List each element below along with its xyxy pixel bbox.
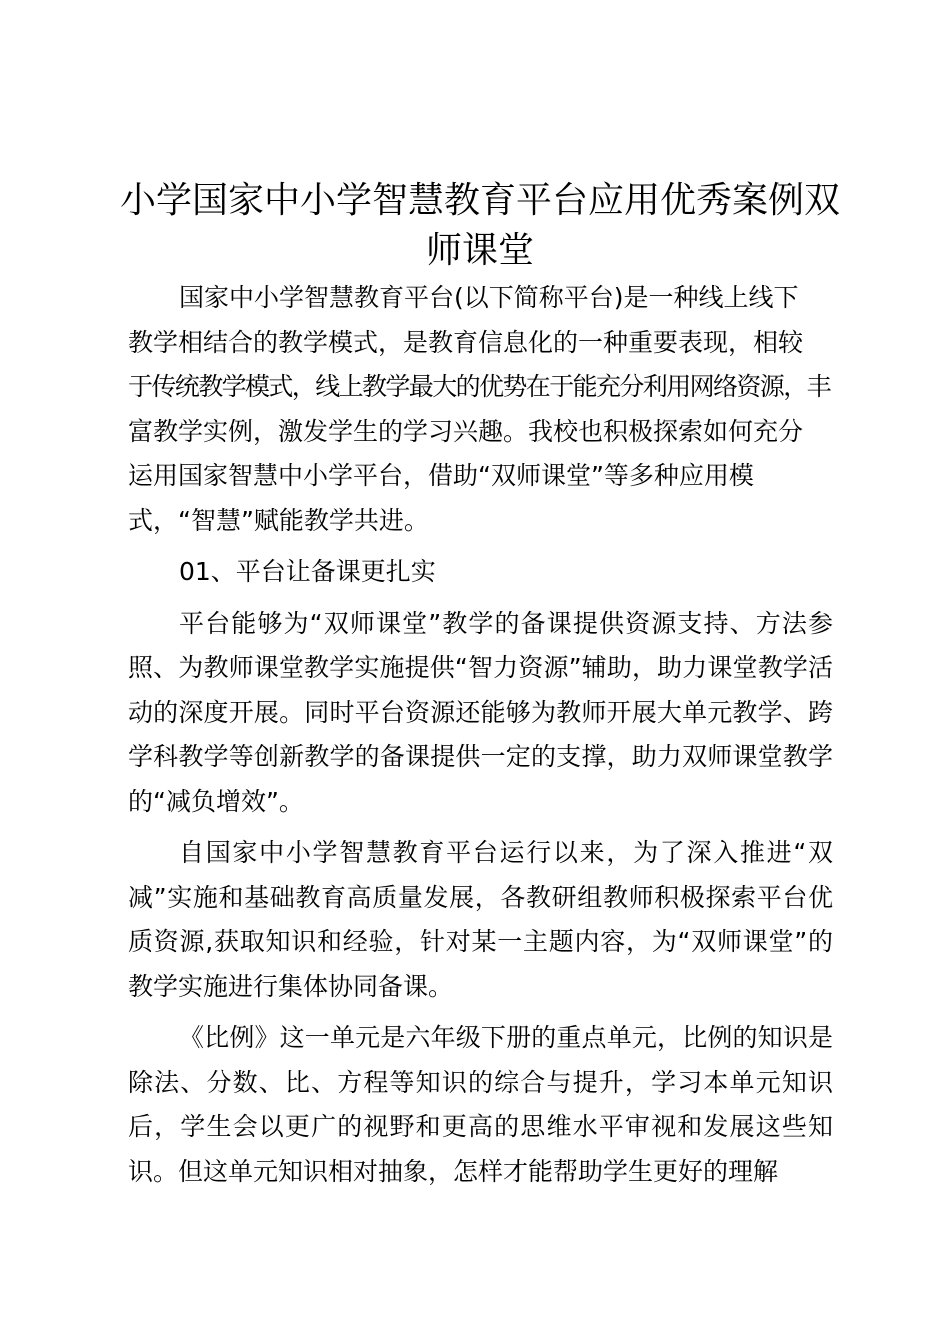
intro-line-1: 国家中小学智慧教育平台(以下简称平台)是一种线上线下 xyxy=(179,283,799,312)
paragraph-preparation-support: 平台能够为“双师课堂”教学的备课提供资源支持、方法参照、为教师课堂教学实施提供“智力资源”辅助，助力课堂教学活动的深度开展。同时平台资源还能够为教师开展大单元教学、跨学科教学等创新教学的备课提供一定的支撑，助力双师课堂教学的“减负增效”。 xyxy=(128,608,833,816)
paragraph-ratio-unit: 《比例》这一单元是六年级下册的重点单元，比例的知识是除法、分数、比、方程等知识的综合与提升，学习本单元知识后，学生会以更广的视野和更高的思维水平审视和发展这些知识。但这单元知识相对抽象，怎样才能帮助学生更好的理解 xyxy=(128,1023,833,1186)
intro-line-3: 于传统教学模式，线上教学最大的优势在于能充分利用网络资源，丰 xyxy=(128,372,831,401)
document-title xyxy=(118,176,842,276)
intro-line-2: 教学相结合的教学模式，是教育信息化的一种重要表现，相较 xyxy=(128,327,804,357)
paragraph-collaborative-preparation: 自国家中小学智慧教育平台运行以来，为了深入推进“双减”实施和基础教育高质量发展，各教研组教师积极探索平台优质资源,获取知识和经验，针对某一主题内容，为“双师课堂”的教学实施进行集体协同备课。 xyxy=(128,838,833,1001)
intro-line-5: 运用国家智慧中小学平台，借助“双师课堂”等多种应用模 xyxy=(128,461,754,490)
intro-line-4: 富教学实例，激发学生的学习兴趣。我校也积极探索如何充分 xyxy=(128,416,804,446)
intro-line-6: 式，“智慧”赋能教学共进。 xyxy=(128,505,429,535)
intro-paragraph xyxy=(128,276,833,543)
document-body xyxy=(128,276,833,1201)
title-line-2: 师课堂 xyxy=(425,230,534,271)
title-line-1: 小学国家中小学智慧教育平台应用优秀案例双 xyxy=(119,180,840,221)
section-heading-01: 01、平台让备课更扎实 xyxy=(179,557,436,586)
